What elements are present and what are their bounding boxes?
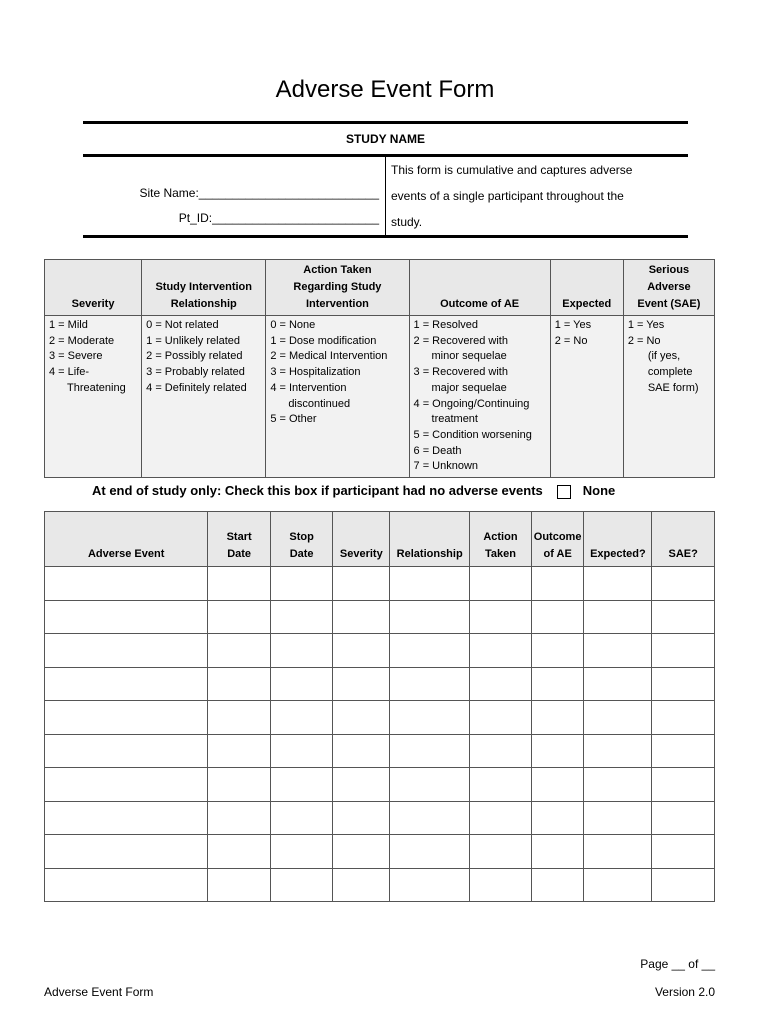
form-note — [391, 157, 688, 235]
log-cell[interactable] — [390, 801, 470, 835]
codes-table — [44, 259, 715, 478]
codes-header-expected: Expected — [550, 260, 623, 316]
codes-header-sae: Serious Adverse Event (SAE) — [623, 260, 714, 316]
log-cell[interactable] — [652, 667, 715, 701]
log-cell[interactable] — [584, 701, 652, 735]
log-cell[interactable] — [531, 567, 584, 601]
log-cell[interactable] — [208, 768, 271, 802]
log-cell[interactable] — [208, 567, 271, 601]
log-cell[interactable] — [390, 634, 470, 668]
log-cell[interactable] — [652, 634, 715, 668]
log-row — [45, 600, 715, 634]
log-cell[interactable] — [45, 634, 208, 668]
log-cell[interactable] — [584, 634, 652, 668]
log-cell[interactable] — [652, 567, 715, 601]
log-header-start-date: Start Date — [208, 512, 271, 567]
study-name: STUDY NAME — [83, 124, 688, 157]
log-header-row — [45, 512, 715, 567]
expected-codes: 1 = Yes 2 = No — [550, 316, 623, 478]
log-cell[interactable] — [208, 734, 271, 768]
footer-version: Version 2.0 — [654, 985, 715, 999]
log-cell[interactable] — [584, 801, 652, 835]
log-cell[interactable] — [45, 667, 208, 701]
log-cell[interactable] — [470, 768, 532, 802]
log-cell[interactable] — [270, 667, 333, 701]
log-cell[interactable] — [45, 734, 208, 768]
log-cell[interactable] — [208, 667, 271, 701]
log-cell[interactable] — [390, 868, 470, 902]
log-row — [45, 768, 715, 802]
log-cell[interactable] — [45, 868, 208, 902]
form-note-line: This form is cumulative and captures adverse — [391, 163, 633, 177]
outcome-codes: 1 = Resolved 2 = Recovered with minor sequelae 3 = Recovered with major sequelae 4 = Ongoing/Continuing treatment 5 = Condition worsening 6 = Death 7 = Unknown — [409, 316, 550, 478]
log-cell[interactable] — [584, 868, 652, 902]
log-header-severity: Severity — [333, 512, 390, 567]
log-cell[interactable] — [531, 634, 584, 668]
log-header-action-taken: Action Taken — [470, 512, 532, 567]
log-cell[interactable] — [333, 634, 390, 668]
log-cell[interactable] — [45, 600, 208, 634]
page-title: Adverse Event Form — [275, 76, 495, 103]
study-header — [83, 121, 688, 238]
codes-header-severity: Severity — [45, 260, 142, 316]
log-cell[interactable] — [584, 734, 652, 768]
site-name-field[interactable]: Site Name:___________________________ — [139, 186, 379, 200]
log-cell[interactable] — [333, 701, 390, 735]
log-cell[interactable] — [470, 667, 532, 701]
log-cell[interactable] — [270, 634, 333, 668]
action-codes: 0 = None 1 = Dose modification 2 = Medical Intervention 3 = Hospitalization 4 = Intervention discontinued 5 = Other — [266, 316, 409, 478]
log-cell[interactable] — [208, 868, 271, 902]
log-cell[interactable] — [208, 701, 271, 735]
codes-body-row — [45, 316, 715, 478]
log-cell[interactable] — [470, 801, 532, 835]
log-cell[interactable] — [652, 768, 715, 802]
log-cell[interactable] — [270, 600, 333, 634]
log-header-stop-date: Stop Date — [270, 512, 333, 567]
log-row — [45, 634, 715, 668]
log-cell[interactable] — [333, 600, 390, 634]
log-cell[interactable] — [652, 734, 715, 768]
log-cell[interactable] — [652, 600, 715, 634]
log-cell[interactable] — [270, 801, 333, 835]
log-cell[interactable] — [390, 567, 470, 601]
log-header-relationship: Relationship — [390, 512, 470, 567]
codes-header-relationship: Study Intervention Relationship — [142, 260, 266, 316]
log-cell[interactable] — [584, 567, 652, 601]
log-cell[interactable] — [390, 701, 470, 735]
log-cell[interactable] — [45, 567, 208, 601]
site-info — [83, 157, 386, 235]
codes-header-outcome: Outcome of AE — [409, 260, 550, 316]
log-cell[interactable] — [45, 801, 208, 835]
no-ae-check-label: At end of study only: Check this box if participant had no adverse events — [92, 483, 543, 498]
form-note-line: events of a single participant throughout the — [391, 189, 624, 203]
log-cell[interactable] — [390, 600, 470, 634]
log-cell[interactable] — [470, 567, 532, 601]
sae-codes: 1 = Yes 2 = No (if yes, complete SAE form) — [623, 316, 714, 478]
no-ae-checkbox[interactable] — [557, 485, 571, 499]
log-row — [45, 567, 715, 601]
log-cell[interactable] — [270, 701, 333, 735]
log-header-adverse-event: Adverse Event — [45, 512, 208, 567]
log-cell[interactable] — [333, 667, 390, 701]
form-note-line: study. — [391, 215, 423, 229]
log-cell[interactable] — [531, 734, 584, 768]
log-cell[interactable] — [652, 801, 715, 835]
log-body — [45, 567, 715, 902]
log-cell[interactable] — [584, 600, 652, 634]
codes-header-action: Action Taken Regarding Study Intervention — [266, 260, 409, 316]
log-row — [45, 701, 715, 735]
log-cell[interactable] — [333, 567, 390, 601]
log-cell[interactable] — [270, 768, 333, 802]
log-cell[interactable] — [208, 600, 271, 634]
log-header-outcome: Outcome of AE — [531, 512, 584, 567]
log-cell[interactable] — [270, 868, 333, 902]
log-cell[interactable] — [531, 801, 584, 835]
severity-codes: 1 = Mild 2 = Moderate 3 = Severe 4 = Life- Threatening — [45, 316, 142, 478]
log-cell[interactable] — [270, 835, 333, 869]
log-cell[interactable] — [333, 734, 390, 768]
log-row — [45, 868, 715, 902]
log-cell[interactable] — [45, 701, 208, 735]
log-cell[interactable] — [333, 835, 390, 869]
log-cell[interactable] — [470, 868, 532, 902]
log-cell[interactable] — [652, 835, 715, 869]
log-cell[interactable] — [470, 600, 532, 634]
none-label: None — [582, 483, 616, 498]
log-cell[interactable] — [584, 667, 652, 701]
log-cell[interactable] — [270, 734, 333, 768]
pt-id-field[interactable]: Pt_ID:_________________________ — [178, 211, 379, 225]
log-cell[interactable] — [390, 667, 470, 701]
log-cell[interactable] — [333, 868, 390, 902]
log-cell[interactable] — [333, 801, 390, 835]
page-number: Page __ of __ — [640, 957, 715, 971]
log-cell[interactable] — [208, 835, 271, 869]
log-cell[interactable] — [470, 634, 532, 668]
log-cell[interactable] — [45, 768, 208, 802]
log-cell[interactable] — [390, 835, 470, 869]
log-cell[interactable] — [208, 801, 271, 835]
log-cell[interactable] — [470, 734, 532, 768]
log-row — [45, 835, 715, 869]
log-header-expected: Expected? — [584, 512, 652, 567]
log-cell[interactable] — [470, 835, 532, 869]
log-cell[interactable] — [531, 835, 584, 869]
log-cell[interactable] — [270, 567, 333, 601]
log-cell[interactable] — [584, 835, 652, 869]
log-cell[interactable] — [531, 600, 584, 634]
log-cell[interactable] — [531, 768, 584, 802]
log-header-sae: SAE? — [652, 512, 715, 567]
log-cell[interactable] — [531, 701, 584, 735]
log-row — [45, 801, 715, 835]
log-cell[interactable] — [652, 701, 715, 735]
codes-header-row — [45, 260, 715, 316]
log-cell[interactable] — [531, 868, 584, 902]
log-cell[interactable] — [470, 701, 532, 735]
no-ae-check-row — [92, 483, 615, 499]
log-cell[interactable] — [390, 768, 470, 802]
log-cell[interactable] — [584, 768, 652, 802]
log-cell[interactable] — [208, 634, 271, 668]
adverse-event-log-table — [44, 511, 715, 902]
log-cell[interactable] — [333, 768, 390, 802]
log-row — [45, 667, 715, 701]
log-cell[interactable] — [652, 868, 715, 902]
relationship-codes: 0 = Not related 1 = Unlikely related 2 = Possibly related 3 = Probably related 4 = Definitely related — [142, 316, 266, 478]
footer-form-name: Adverse Event Form — [44, 985, 154, 999]
log-cell[interactable] — [531, 667, 584, 701]
log-cell[interactable] — [45, 835, 208, 869]
log-cell[interactable] — [390, 734, 470, 768]
log-row — [45, 734, 715, 768]
